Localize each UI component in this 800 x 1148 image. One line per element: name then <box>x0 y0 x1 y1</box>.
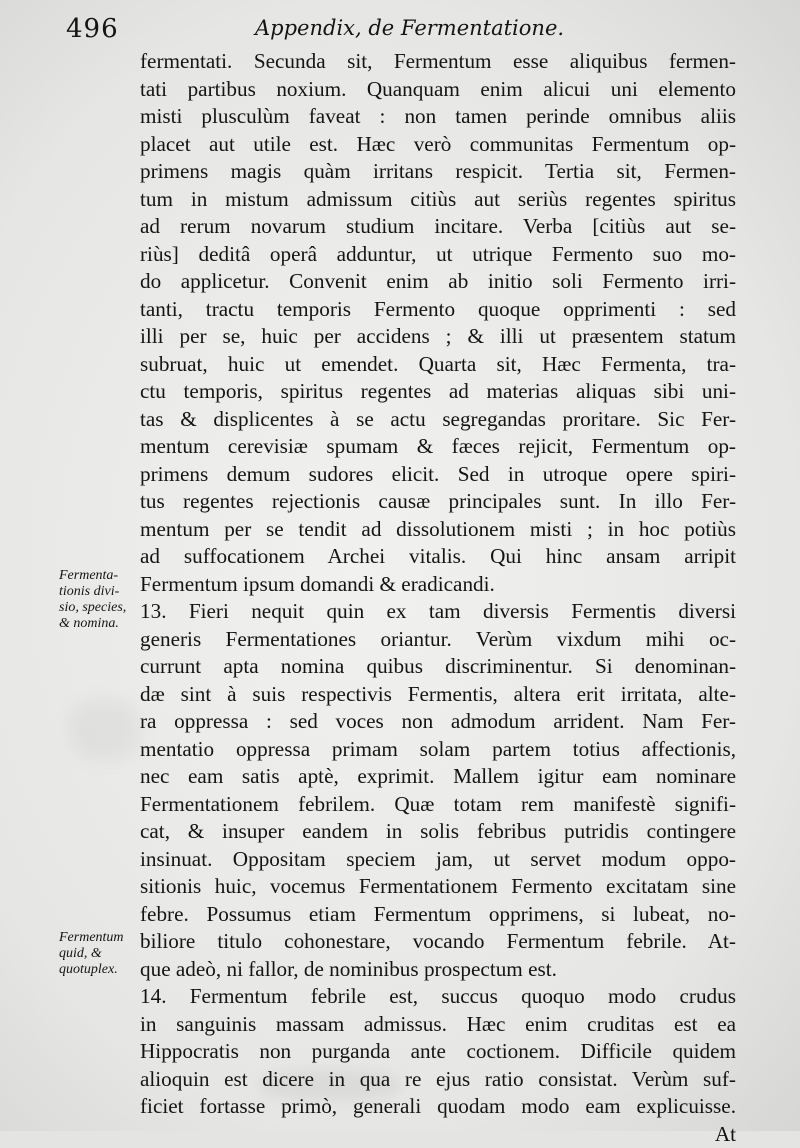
margin-note-fermentum <box>59 930 154 978</box>
text-line: dæ sint à suis respectivis Fermentis, altera erit irritata, alte- <box>140 681 736 709</box>
text-line: currunt apta nomina quibus discriminentur. Si denominan- <box>140 653 736 681</box>
page-number: 496 <box>66 14 119 44</box>
running-title: Appendix, de Fermentatione. <box>255 16 564 40</box>
margin-note-line: & nomina. <box>59 616 154 632</box>
text-line: nec eam satis aptè, exprimit. Mallem igitur eam nominare <box>140 763 736 791</box>
text-line: 14. Fermentum febrile est, succus quoquo modo crudus <box>140 983 736 1011</box>
text-line: riùs] deditâ operâ adduntur, ut utrique Fermento suo mo- <box>140 241 736 269</box>
text-line: que adeò, ni fallor, de nominibus prospectum est. <box>140 956 736 984</box>
text-line: mentum per se tendit ad dissolutionem misti ; in hoc potiùs <box>140 516 736 544</box>
text-line: biliore titulo cohonestare, vocando Fermentum febrile. At- <box>140 928 736 956</box>
text-line: febre. Possumus etiam Fermentum opprimens, si lubeat, no- <box>140 901 736 929</box>
text-line: primens magis quàm irritans respicit. Tertia sit, Fermen- <box>140 158 736 186</box>
text-line: tas & displicentes à se actu segregandas proritare. Sic Fer- <box>140 406 736 434</box>
text-line: Fermentationem febrilem. Quæ totam rem manifestè signifi- <box>140 791 736 819</box>
text-line: ad rerum novarum studium incitare. Verba [citiùs aut se- <box>140 213 736 241</box>
text-line: in sanguinis massam admissus. Hæc enim cruditas est ea <box>140 1011 736 1039</box>
page-header <box>0 14 800 48</box>
text-line: ad suffocationem Archei vitalis. Qui hinc ansam arripit <box>140 543 736 571</box>
margin-note-line: Fermentum <box>59 930 154 946</box>
text-line: do applicetur. Convenit enim ab initio soli Fermento irri- <box>140 268 736 296</box>
margin-note-line: sio, species, <box>59 600 154 616</box>
text-line: ctu temporis, spiritus regentes ad materias aliquas sibi uni- <box>140 378 736 406</box>
text-line: cat, & insuper eandem in solis febribus putridis contingere <box>140 818 736 846</box>
margin-note-line: quotuplex. <box>59 962 154 978</box>
bleed-through-smudge <box>70 700 140 760</box>
text-line: misti plusculùm faveat : non tamen perinde omnibus aliis <box>140 103 736 131</box>
margin-note-division <box>59 568 154 632</box>
text-line: illi per se, huic per accidens ; & illi ut præsentem statum <box>140 323 736 351</box>
text-line: subruat, huic ut emendet. Quarta sit, Hæc Fermenta, tra- <box>140 351 736 379</box>
text-line: ra oppressa : sed voces non admodum arrident. Nam Fer- <box>140 708 736 736</box>
text-line: Hippocratis non purganda ante coctionem. Difficile quidem <box>140 1038 736 1066</box>
text-line: sitionis huic, vocemus Fermentationem Fermento excitatam sine <box>140 873 736 901</box>
text-line: tanti, tractu temporis Fermento quoque opprimenti : sed <box>140 296 736 324</box>
text-line: At <box>140 1121 736 1148</box>
margin-note-line: Fermenta- <box>59 568 154 584</box>
margin-note-line: tionis divi- <box>59 584 154 600</box>
text-line: Fermentum ipsum domandi & eradicandi. <box>140 571 736 599</box>
text-line: placet aut utile est. Hæc verò communitas Fermentum op- <box>140 131 736 159</box>
text-line: tum in mistum admissum citiùs aut seriùs regentes spiritus <box>140 186 736 214</box>
text-line: alioquin est dicere in qua re ejus ratio consistat. Verùm suf- <box>140 1066 736 1094</box>
text-line: ficiet fortasse primò, generali quodam modo eam explicuisse. <box>140 1093 736 1121</box>
text-line: tus regentes rejectionis causæ principales sunt. In illo Fer- <box>140 488 736 516</box>
text-line: primens demum sudores elicit. Sed in utroque opere spiri- <box>140 461 736 489</box>
text-line: generis Fermentationes oriantur. Verùm vixdum mihi oc- <box>140 626 736 654</box>
margin-note-line: quid, & <box>59 946 154 962</box>
text-line: insinuat. Oppositam speciem jam, ut servet modum oppo- <box>140 846 736 874</box>
text-line: 13. Fieri nequit quin ex tam diversis Fermentis diversi <box>140 598 736 626</box>
body-text <box>140 48 736 1148</box>
text-line: fermentati. Secunda sit, Fermentum esse aliquibus fermen- <box>140 48 736 76</box>
text-line: tati partibus noxium. Quanquam enim alicui uni elemento <box>140 76 736 104</box>
text-line: mentum cerevisiæ spumam & fæces rejicit, Fermentum op- <box>140 433 736 461</box>
text-line: mentatio oppressa primam solam partem totius affectionis, <box>140 736 736 764</box>
